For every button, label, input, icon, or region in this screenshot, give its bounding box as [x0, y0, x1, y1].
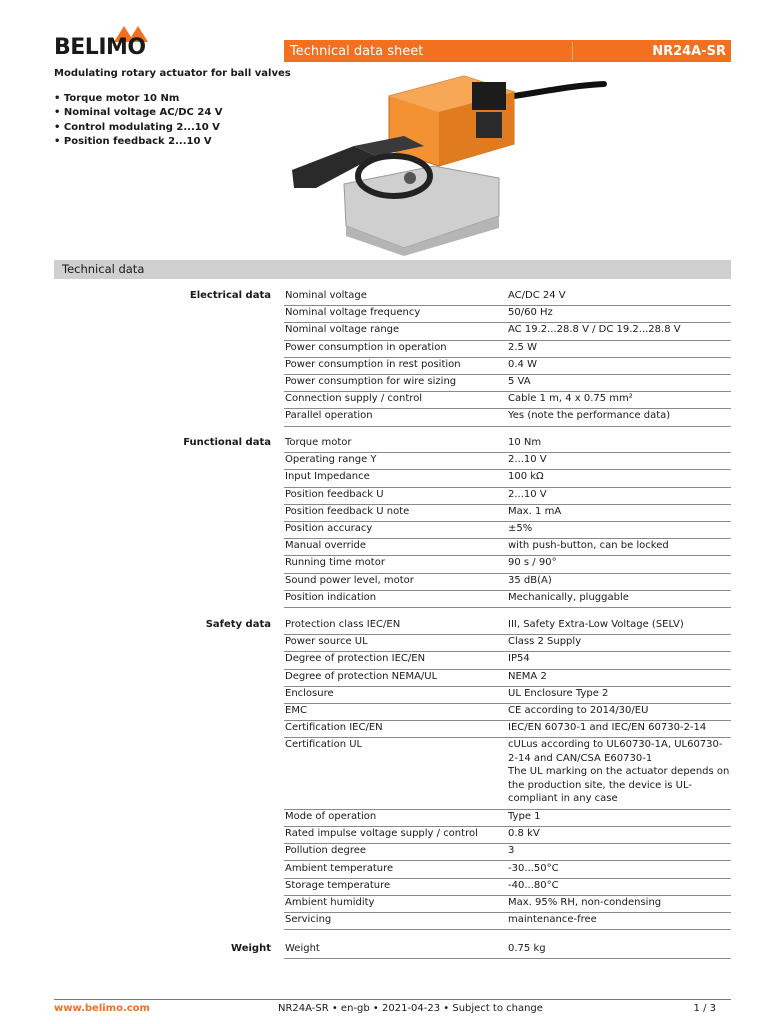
header-title: Technical data sheet — [290, 43, 424, 59]
spec-row — [284, 618, 731, 635]
spec-name: Ambient humidity — [285, 896, 375, 908]
spec-row — [284, 687, 731, 704]
spec-name: Manual override — [285, 540, 367, 552]
spec-value: maintenance-free — [508, 914, 597, 926]
spec-name: Certification IEC/EN — [285, 722, 383, 734]
spec-name: Parallel operation — [285, 410, 373, 422]
spec-value: Mechanically, pluggable — [508, 591, 629, 603]
spec-name: Sound power level, motor — [285, 574, 414, 586]
spec-name: Position feedback U note — [285, 505, 410, 517]
spec-value: 50/60 Hz — [508, 307, 553, 319]
spec-row — [284, 827, 731, 844]
spec-name: Operating range Y — [285, 454, 377, 466]
spec-name: Servicing — [285, 914, 332, 926]
feature-item: • Torque motor 10 Nm — [54, 93, 180, 104]
spec-value: NEMA 2 — [508, 670, 547, 682]
spec-value: cULus according to UL60730-1A, UL60730-2-14 and CAN/CSA E60730-1 The UL marking on the actuator depends on the production site, the device is UL-compliant in any case — [508, 739, 730, 805]
spec-row — [284, 652, 731, 669]
spec-value: IEC/EN 60730-1 and IEC/EN 60730-2-14 — [508, 722, 707, 734]
spec-name: Power consumption in rest position — [285, 358, 461, 370]
spec-value: Type 1 — [508, 810, 541, 822]
spec-row — [284, 522, 731, 539]
spec-value: ±5% — [508, 523, 533, 534]
spec-row — [284, 375, 731, 392]
spec-row — [284, 409, 731, 426]
group-label: Electrical data — [189, 290, 271, 301]
spec-value: III, Safety Extra-Low Voltage (SELV) — [508, 619, 684, 630]
spec-value: 5 VA — [508, 376, 531, 387]
spec-name: Position accuracy — [285, 523, 373, 534]
feature-item: • Control modulating 2...10 V — [54, 121, 220, 133]
feature-list — [54, 92, 223, 149]
spec-row — [284, 470, 731, 487]
spec-row — [284, 306, 731, 323]
footer-page-number: 1 / 3 — [693, 1003, 716, 1014]
product-image — [284, 66, 634, 256]
spec-row — [284, 453, 731, 470]
spec-row — [284, 810, 731, 827]
spec-name: Nominal voltage — [285, 290, 367, 301]
feature-item: • Nominal voltage AC/DC 24 V — [54, 107, 223, 119]
spec-name: Certification UL — [285, 739, 363, 751]
spec-value: Class 2 Supply — [508, 636, 582, 648]
spec-row — [284, 721, 731, 738]
spec-value: 0.8 kV — [508, 828, 540, 840]
spec-value: CE according to 2014/30/EU — [508, 705, 649, 716]
spec-row — [284, 704, 731, 721]
section-title: Technical data — [62, 262, 145, 276]
belimo-logo — [54, 26, 150, 62]
spec-value: with push-button, can be locked — [508, 540, 669, 552]
spec-name: Power consumption in operation — [285, 341, 447, 353]
spec-name: Protection class IEC/EN — [285, 619, 401, 630]
spec-value: 100 kΩ — [508, 471, 544, 483]
spec-name: Storage temperature — [285, 879, 391, 891]
spec-row — [284, 505, 731, 522]
spec-value: 10 Nm — [508, 437, 542, 448]
spec-name: Nominal voltage frequency — [285, 307, 421, 319]
spec-name: EMC — [285, 705, 307, 716]
spec-value: 90 s / 90° — [508, 557, 557, 569]
spec-name: Running time motor — [285, 557, 385, 569]
spec-row — [284, 539, 731, 556]
spec-name: Degree of protection IEC/EN — [285, 653, 426, 665]
spec-row — [284, 392, 731, 409]
spec-name: Ambient temperature — [285, 862, 394, 874]
spec-name: Torque motor — [285, 437, 352, 448]
group-label: Functional data — [183, 437, 271, 448]
spec-name: Nominal voltage range — [285, 324, 400, 336]
feature-item: • Position feedback 2...10 V — [54, 135, 212, 147]
footer-website-link[interactable]: www.belimo.com — [54, 1003, 150, 1014]
spec-value: -40...80°C — [508, 879, 559, 891]
spec-name: Power source UL — [285, 636, 368, 648]
spec-value: -30...50°C — [508, 862, 559, 874]
spec-value: Cable 1 m, 4 x 0.75 mm² — [508, 393, 633, 405]
header-divider — [572, 42, 573, 60]
spec-row — [284, 574, 731, 591]
spec-name: Degree of protection NEMA/UL — [285, 670, 438, 682]
spec-row — [284, 913, 731, 930]
spec-row — [284, 488, 731, 505]
spec-value: AC/DC 24 V — [508, 290, 566, 301]
spec-row — [284, 879, 731, 896]
spec-value: 2.5 W — [508, 341, 537, 353]
spec-value: 3 — [508, 845, 515, 857]
spec-row — [284, 358, 731, 375]
spec-row — [284, 556, 731, 573]
product-subtitle: Modulating rotary actuator for ball valves — [54, 68, 291, 79]
spec-row — [284, 635, 731, 652]
spec-row — [284, 942, 731, 959]
logo-text: BELIMO — [54, 35, 146, 60]
spec-row — [284, 896, 731, 913]
spec-value: 0.75 kg — [508, 943, 546, 954]
spec-value: 35 dB(A) — [508, 574, 552, 586]
spec-row — [284, 341, 731, 358]
group-label: Safety data — [205, 619, 271, 630]
header-model: NR24A-SR — [652, 43, 726, 59]
section-header — [54, 260, 731, 279]
spec-name: Position indication — [285, 591, 377, 603]
spec-name: Rated impulse voltage supply / control — [285, 828, 478, 840]
spec-row — [284, 436, 731, 453]
spec-name: Weight — [285, 943, 320, 954]
spec-row — [284, 670, 731, 687]
spec-name: Input Impedance — [285, 471, 370, 483]
spec-row — [284, 323, 731, 340]
spec-name: Mode of operation — [285, 810, 377, 822]
spec-row — [284, 289, 731, 306]
spec-name: Enclosure — [285, 687, 334, 699]
spec-row — [284, 591, 731, 608]
group-label: Weight — [231, 943, 271, 954]
spec-name: Pollution degree — [285, 845, 367, 857]
spec-row — [284, 862, 731, 879]
spec-row — [284, 738, 731, 810]
spec-name: Position feedback U — [285, 488, 384, 500]
spec-value: Yes (note the performance data) — [508, 410, 671, 422]
spec-value: AC 19.2...28.8 V / DC 19.2...28.8 V — [508, 324, 681, 336]
spec-value: Max. 1 mA — [508, 505, 562, 517]
footer-document-info: NR24A-SR • en-gb • 2021-04-23 • Subject to change — [278, 1003, 543, 1014]
spec-value: 0.4 W — [508, 358, 537, 370]
spec-value: UL Enclosure Type 2 — [508, 687, 609, 699]
spec-value: Max. 95% RH, non-condensing — [508, 896, 662, 908]
footer-divider — [54, 999, 731, 1000]
spec-row — [284, 844, 731, 861]
spec-value: 2...10 V — [508, 488, 547, 500]
spec-value: 2...10 V — [508, 454, 547, 466]
spec-name: Connection supply / control — [285, 393, 423, 405]
spec-name: Power consumption for wire sizing — [285, 376, 457, 387]
header-bar — [284, 40, 731, 62]
spec-value: IP54 — [508, 653, 530, 665]
